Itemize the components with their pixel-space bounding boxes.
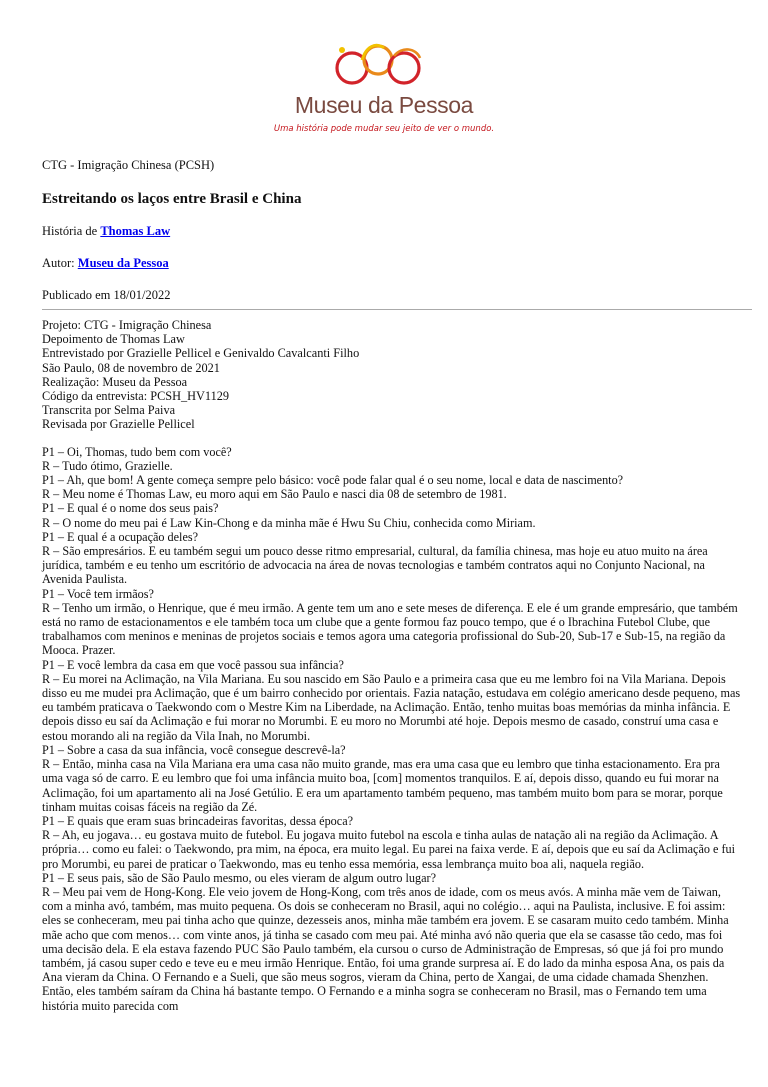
transcript-answer: R – São empresários. E eu também segui um pouco desse ritmo empresarial, cultural, da família chinesa, mas hoje eu atuo muito na área jurídica, também e eu tenho um escritório de advocacia na área de novas tecnologias e também contratos aqui no Conjunto Nacional, na Avenida Paulista.: [42, 544, 708, 587]
credit-line: Código da entrevista: PCSH_HV1129: [42, 389, 230, 404]
logo-wordmark-part1: Museu da: [294, 92, 399, 118]
story-author-link[interactable]: Museu da Pessoa: [77, 256, 169, 270]
credit-line: Depoimento de Thomas Law: [42, 332, 185, 347]
logo-tagline: Uma história pode mudar seu jeito de ver o mundo.: [273, 124, 495, 134]
transcript-answer: R – Tenho um irmão, o Henrique, que é meu irmão. A gente tem um ano e sete meses de diferença. E ele é um grande empresário, que também está no ramo de estacionamentos e ele também toca um clube que a gente formou faz pouco tempo, que é o Ibrachina Futebol Clube, que trabalhamos com meninos e meninas de projetos sociais e temos agora uma categoria profissional do Sub-20, Sub-17 e Sub-15, na região da Mooca. Prazer.: [42, 600, 738, 658]
story-owner-line: [42, 224, 742, 239]
story-page: [42, 158, 742, 1013]
credit-line: Realização: Museu da Pessoa: [42, 374, 188, 389]
credit-line: São Paulo, 08 de novembro de 2021: [42, 360, 220, 375]
story-owner-link[interactable]: Thomas Law: [100, 224, 171, 238]
story-published-date: Publicado em 18/01/2022: [42, 288, 171, 302]
transcript-answer: R – Eu morei na Aclimação, na Vila Mariana. Eu sou nascido em São Paulo e a primeira casa que eu me lembro foi na Vila Mariana. Depois disso eu me mudei pra Aclimação, que é um bairro conhecido por orientais. Fazia natação, estudava em colégio americano desde pequeno, mas eu também praticava o Taekwondo com o Mestre Kim na Liberdade, na Aclimação. Então, tenho muitas boas memórias da minha infância. E depois disso eu saí da Aclimação e fui morar no Morumbi. E eu moro no Morumbi até hoje. Depois mesmo de casado, construí uma casa e estou morando ali na região da Vila Inah, no Morumbi.: [42, 671, 741, 743]
transcript-answer: R – O nome do meu pai é Law Kin-Chong e da minha mãe é Hwu Su Chiu, conhecida como Miriam.: [42, 515, 536, 530]
transcript-question: P1 – E quais que eram suas brincadeiras favoritas, dessa época?: [42, 813, 354, 828]
transcript-question: P1 – Ah, que bom! A gente começa sempre pelo básico: você pode falar qual é o seu nome, local e data de nascimento?: [42, 473, 624, 488]
credit-line: Projeto: CTG - Imigração Chinesa: [42, 318, 212, 332]
transcript-answer: R – Meu pai vem de Hong-Kong. Ele veio jovem de Hong-Kong, com três anos de idade, com os meus avós. A minha mãe vem de Taiwan, com a minha avó, também, mas muito pequena. Os dois se conheceram no Brasil, aqui no colégio… aqui na Paulista, inclusive. E foi assim: eles se conheceram, meu pai tinha acho que quinze, dezesseis anos, minha mãe também era jovem. E se casaram muito cedo também. Minha mãe acho que com menos… com vinte anos, já tinha se casado com meu pai. Até minha avó não queria que ela se casasse tão cedo, mas foi uma decisão dela. E ela estava fazendo PUC São Paulo também, ela cursou o curso de Administração de Empresas, só que já foi pro mundo também, já casou super cedo e teve eu e meu irmão Henrique. Então, foi uma grande surpresa aí. E do lado da minha esposa Ana, os pais da Ana vieram da China. O Fernando e a Sueli, que são meus sogros, vieram da China, perto de Xangai, de uma cidade chamada Shenzhen. Então, eles também saíram da China há bastante tempo. O Fernando e a minha sogra se conheceram no Brasil, mas o Fernando tem uma história muito parecida com: [42, 884, 729, 1013]
story-author-line: [42, 256, 742, 271]
story-owner-prefix: História de: [42, 224, 101, 238]
museu-da-pessoa-logo-icon: [332, 38, 436, 94]
transcript-answer: R – Então, minha casa na Vila Mariana era uma casa não muito grande, mas era uma casa que eu lembro que tinha estacionamento. Era pra uma vaga só de carro. E eu lembro que foi uma infância muito boa, [com] momentos tranquilos. E aí, depois disso, quando eu fui morar na Aclimação, foi um apartamento ali na José Getúlio. E era um apartamento também pequeno, mas também muito bom para se morar, porque tinham muitas coisas fáceis na região da Zé.: [42, 757, 723, 814]
transcript-question: P1 – E qual é o nome dos seus pais?: [42, 501, 219, 516]
story-meta: [42, 158, 742, 303]
transcript-question: P1 – E seus pais, são de São Paulo mesmo, ou eles vieram de algum outro lugar?: [42, 870, 436, 885]
story-category: CTG - Imigração Chinesa (PCSH): [42, 158, 215, 172]
transcript-question: P1 – E você lembra da casa em que você passou sua infância?: [42, 657, 344, 672]
story-author-prefix: Autor:: [42, 256, 78, 270]
story-title: Estreitando os laços entre Brasil e China: [42, 191, 302, 207]
transcript-question: P1 – Sobre a casa da sua infância, você consegue descrevê-la?: [42, 742, 346, 757]
transcript-question: P1 – E qual é a ocupação deles?: [42, 529, 199, 544]
transcript-answer: R – Meu nome é Thomas Law, eu moro aqui em São Paulo e nasci dia 08 de setembro de 1981.: [42, 487, 507, 502]
transcript-question: P1 – Oi, Thomas, tudo bem com você?: [42, 444, 232, 459]
transcript-question: P1 – Você tem irmãos?: [42, 586, 154, 601]
credit-line: Transcrita por Selma Paiva: [42, 403, 176, 418]
logo-wordmark[interactable]: [0, 92, 768, 119]
logo-wordmark-part2: Pessoa: [398, 92, 474, 118]
transcript-answer: R – Ah, eu jogava… eu gostava muito de futebol. Eu jogava muito futebol na escola e tinha aulas de natação ali na região da Aclimação. A própria… como eu falei: o Taekwondo, pra mim, na época, era muito legal. Eu parei na faixa verde. E aí, depois que eu saí da Aclimação e fui pro Morumbi, eu parei de praticar o Taekwondo, mas eu tenho essa memória, essa lembrança muito boa ali, naquela região.: [42, 828, 736, 871]
section-divider: [42, 309, 752, 310]
credit-line: Entrevistado por Grazielle Pellicel e Genivaldo Cavalcanti Filho: [42, 346, 360, 361]
transcript-answer: R – Tudo ótimo, Grazielle.: [42, 458, 173, 473]
interview-transcript: [42, 445, 742, 1013]
site-header: [0, 0, 768, 150]
interview-credits: [42, 318, 742, 432]
credit-line: Revisada por Grazielle Pellicel: [42, 417, 195, 432]
